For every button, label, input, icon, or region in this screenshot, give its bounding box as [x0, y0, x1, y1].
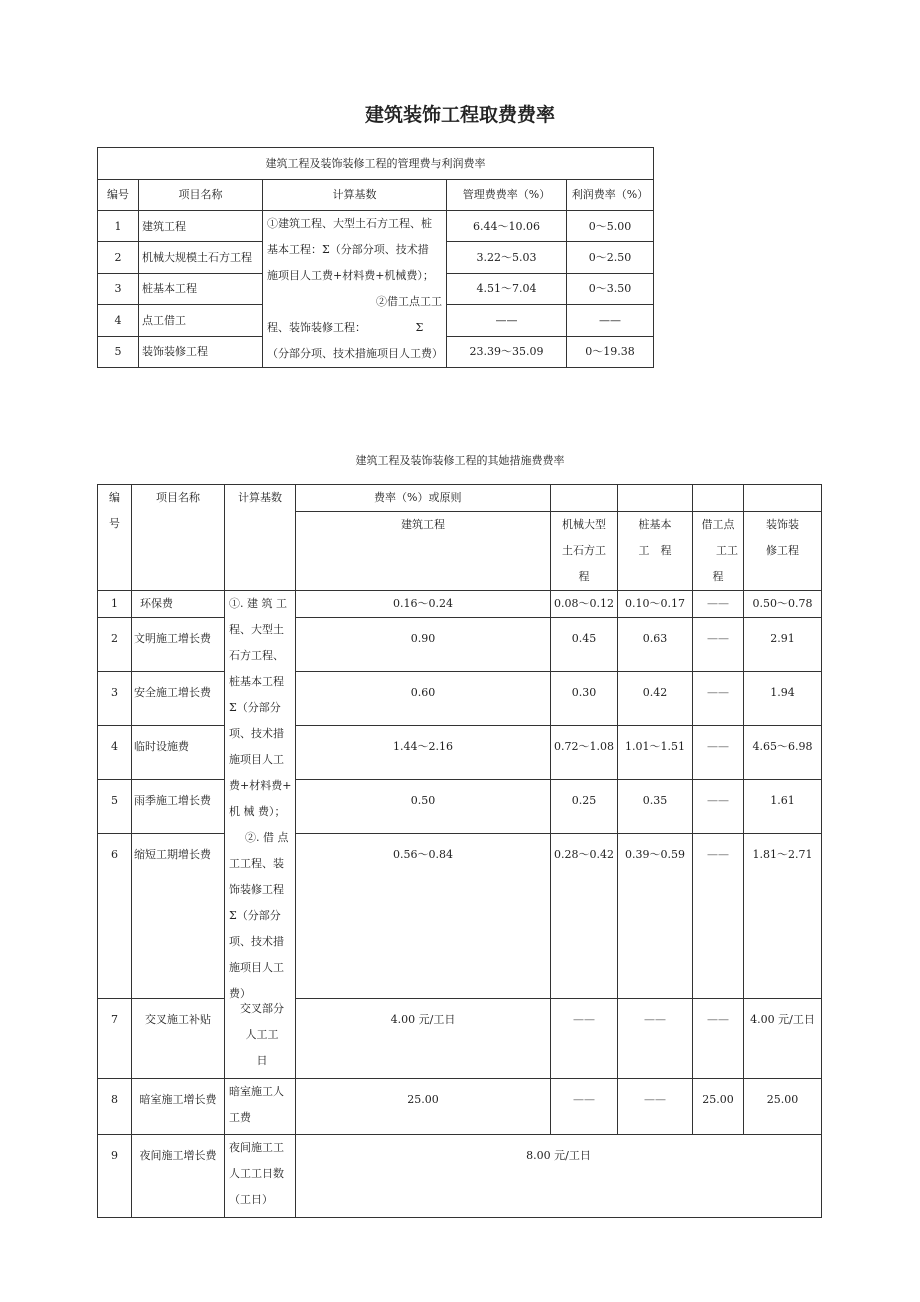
cell-building: 1.44～2.16: [296, 726, 551, 780]
header-no-line: 编: [109, 491, 120, 504]
cell-pile: 1.01～1.51: [618, 726, 693, 780]
basis-line: （分部分项、技术措施项目人工费）: [267, 347, 443, 360]
row-no: 3: [98, 273, 139, 304]
header-basis: 计算基数: [263, 180, 447, 211]
row-no: 5: [98, 780, 132, 834]
table1-caption: 建筑工程及装饰装修工程的管理费与利润费率: [98, 148, 654, 180]
row-no: 7: [98, 999, 132, 1079]
basis-line: 饰装修工程: [229, 883, 284, 896]
cell-borrowed-labor: ——: [693, 672, 744, 726]
basis-line: 工工程、装: [229, 857, 284, 870]
basis-line: 施项目人工费+材料费+机械费）；: [267, 269, 434, 282]
cell-earthwork: 0.28～0.42: [551, 834, 618, 999]
cell-pile: ——: [618, 1079, 693, 1135]
col-line: 机械大型: [562, 518, 606, 531]
cell-borrowed-labor: ——: [693, 999, 744, 1079]
row-name: 文明施工增长费: [132, 618, 225, 672]
row-name: 安全施工增长费: [132, 672, 225, 726]
basis-line: 暗室施工人: [229, 1085, 284, 1098]
col-line: 修工程: [766, 544, 799, 557]
col-line: 工 程: [638, 544, 672, 557]
row-mgmt-rate: 4.51～7.04: [447, 273, 567, 304]
row-profit-rate: ——: [567, 305, 654, 336]
col-line: 程: [712, 570, 724, 583]
basis-line: ②. 借 点: [245, 831, 289, 844]
cell-pile: ——: [618, 999, 693, 1079]
basis-line: 项、技术措: [229, 727, 284, 740]
basis-line: 人工工日数: [229, 1167, 284, 1180]
basis-line: 夜间施工工: [229, 1141, 284, 1154]
header-name: 项目名称: [132, 485, 225, 591]
calculation-basis-night: [225, 1135, 296, 1218]
header-profit-rate: 利润费率（%）: [567, 180, 654, 211]
basis-line: Σ（分部分: [229, 701, 281, 714]
basis-line: 机 械 费）；: [229, 805, 286, 818]
cell-building: 0.60: [296, 672, 551, 726]
basis-line: 日: [256, 1054, 268, 1067]
row-no: 4: [98, 305, 139, 336]
basis-line: 工费: [229, 1111, 251, 1124]
header-name: 项目名称: [139, 180, 263, 211]
basis-line: 交叉部分: [240, 1002, 284, 1015]
cell-pile: 0.35: [618, 780, 693, 834]
cell-decoration: 1.81～2.71: [744, 834, 822, 999]
col-line: 土石方工: [562, 544, 606, 557]
basis-line: 程、装饰装修工程： Σ: [267, 321, 424, 334]
cell-decoration: 1.61: [744, 780, 822, 834]
col-line: 装饰装: [766, 518, 799, 531]
header-rate: 费率（%）或原则: [296, 485, 551, 512]
header-empty: [618, 485, 693, 512]
basis-line: Σ（分部分: [229, 909, 281, 922]
row-name: 装饰装修工程: [139, 336, 263, 367]
col-decoration: [744, 512, 822, 591]
row-name: 夜间施工增长费: [132, 1135, 225, 1218]
cell-earthwork: ——: [551, 1079, 618, 1135]
cell-building: 0.16～0.24: [296, 591, 551, 618]
col-borrowed-labor: [693, 512, 744, 591]
basis-line: 桩基本工程: [229, 675, 284, 688]
header-no: 编号: [98, 180, 139, 211]
header-basis: 计算基数: [225, 485, 296, 591]
row-name: 缩短工期增长费: [132, 834, 225, 999]
header-no: [98, 485, 132, 591]
cell-borrowed-labor: ——: [693, 618, 744, 672]
row-profit-rate: 0～19.38: [567, 336, 654, 367]
calculation-basis: [263, 211, 447, 368]
row-no: 1: [98, 591, 132, 618]
col-line: 工工: [716, 544, 738, 557]
row-profit-rate: 0～2.50: [567, 242, 654, 273]
calculation-basis-dark: [225, 1079, 296, 1135]
cell-earthwork: 0.45: [551, 618, 618, 672]
col-line: 桩基本: [638, 518, 672, 531]
cell-pile: 0.10～0.17: [618, 591, 693, 618]
basis-line: （工日）: [229, 1193, 273, 1206]
basis-line: 项、技术措: [229, 935, 284, 948]
row-no: 3: [98, 672, 132, 726]
cell-decoration: 1.94: [744, 672, 822, 726]
basis-line: 人工工: [245, 1028, 279, 1041]
document-title: 建筑装饰工程取费费率: [364, 104, 555, 126]
cell-borrowed-labor: 25.00: [693, 1079, 744, 1135]
cell-building: 0.56～0.84: [296, 834, 551, 999]
col-earthwork: [551, 512, 618, 591]
cell-decoration: 0.50～0.78: [744, 591, 822, 618]
cell-pile: 0.63: [618, 618, 693, 672]
cell-building: 0.90: [296, 618, 551, 672]
cell-building: 25.00: [296, 1079, 551, 1135]
row-no: 8: [98, 1079, 132, 1135]
row-no: 2: [98, 618, 132, 672]
row-profit-rate: 0～5.00: [567, 211, 654, 242]
row-mgmt-rate: 23.39～35.09: [447, 336, 567, 367]
header-empty: [744, 485, 822, 512]
row-name: 点工借工: [139, 305, 263, 336]
cell-earthwork: 0.25: [551, 780, 618, 834]
cell-pile: 0.42: [618, 672, 693, 726]
row-no: 5: [98, 336, 139, 367]
row-name: 桩基本工程: [139, 273, 263, 304]
col-building: 建筑工程: [296, 512, 551, 591]
basis-line: 石方工程、: [229, 649, 284, 662]
row-mgmt-rate: ——: [447, 305, 567, 336]
header-empty: [551, 485, 618, 512]
cell-building: 4.00 元/工日: [296, 999, 551, 1079]
basis-line: 基本工程：Σ（分部分项、技术措: [267, 243, 429, 256]
basis-line: 施项目人工: [229, 961, 284, 974]
row-name: 建筑工程: [139, 211, 263, 242]
basis-line: ①建筑工程、大型土石方工程、桩: [267, 217, 432, 230]
col-pile: [618, 512, 693, 591]
row-mgmt-rate: 6.44～10.06: [447, 211, 567, 242]
cell-pile: 0.39～0.59: [618, 834, 693, 999]
row-profit-rate: 0～3.50: [567, 273, 654, 304]
basis-line: ①. 建 筑 工: [229, 597, 287, 610]
cell-earthwork: 0.30: [551, 672, 618, 726]
basis-line: ②借工点工工: [376, 295, 442, 308]
header-mgmt-rate: 管理费费率（%）: [447, 180, 567, 211]
basis-line: 施项目人工: [229, 753, 284, 766]
basis-line: 费）: [229, 987, 251, 1000]
row-no: 2: [98, 242, 139, 273]
header-no-line: 号: [109, 517, 120, 530]
header-empty: [693, 485, 744, 512]
row-name: 交叉施工补贴: [132, 999, 225, 1079]
cell-building: 0.50: [296, 780, 551, 834]
col-line: 程: [578, 570, 590, 583]
cell-earthwork: 0.08～0.12: [551, 591, 618, 618]
cell-earthwork: ——: [551, 999, 618, 1079]
row-mgmt-rate: 3.22～5.03: [447, 242, 567, 273]
cell-decoration: 4.65～6.98: [744, 726, 822, 780]
cell-decoration: 25.00: [744, 1079, 822, 1135]
cell-borrowed-labor: ——: [693, 780, 744, 834]
row-no: 1: [98, 211, 139, 242]
row-no: 9: [98, 1135, 132, 1218]
row-name: 雨季施工增长费: [132, 780, 225, 834]
row-name: 临时设施费: [132, 726, 225, 780]
management-profit-table: [97, 147, 654, 368]
row-name: 暗室施工增长费: [132, 1079, 225, 1135]
table2-caption: 建筑工程及装饰装修工程的其她措施费费率: [355, 454, 565, 467]
cell-earthwork: 0.72～1.08: [551, 726, 618, 780]
cell-decoration: 2.91: [744, 618, 822, 672]
cell-borrowed-labor: ——: [693, 591, 744, 618]
other-measures-table: [97, 484, 822, 1218]
row7-basis: [229, 996, 295, 1074]
cell-borrowed-labor: ——: [693, 726, 744, 780]
col-line: 借工点: [701, 518, 735, 531]
row-no: 4: [98, 726, 132, 780]
cell-decoration: 4.00 元/工日: [744, 999, 822, 1079]
basis-line: 费+材料费+: [229, 779, 292, 792]
basis-line: 程、大型土: [229, 623, 284, 636]
cell-borrowed-labor: ——: [693, 834, 744, 999]
row-no: 6: [98, 834, 132, 999]
cell-night-rate: 8.00 元/工日: [296, 1135, 822, 1218]
row-name: 机械大规模土石方工程: [139, 242, 263, 273]
row-name: 环保费: [132, 591, 225, 618]
